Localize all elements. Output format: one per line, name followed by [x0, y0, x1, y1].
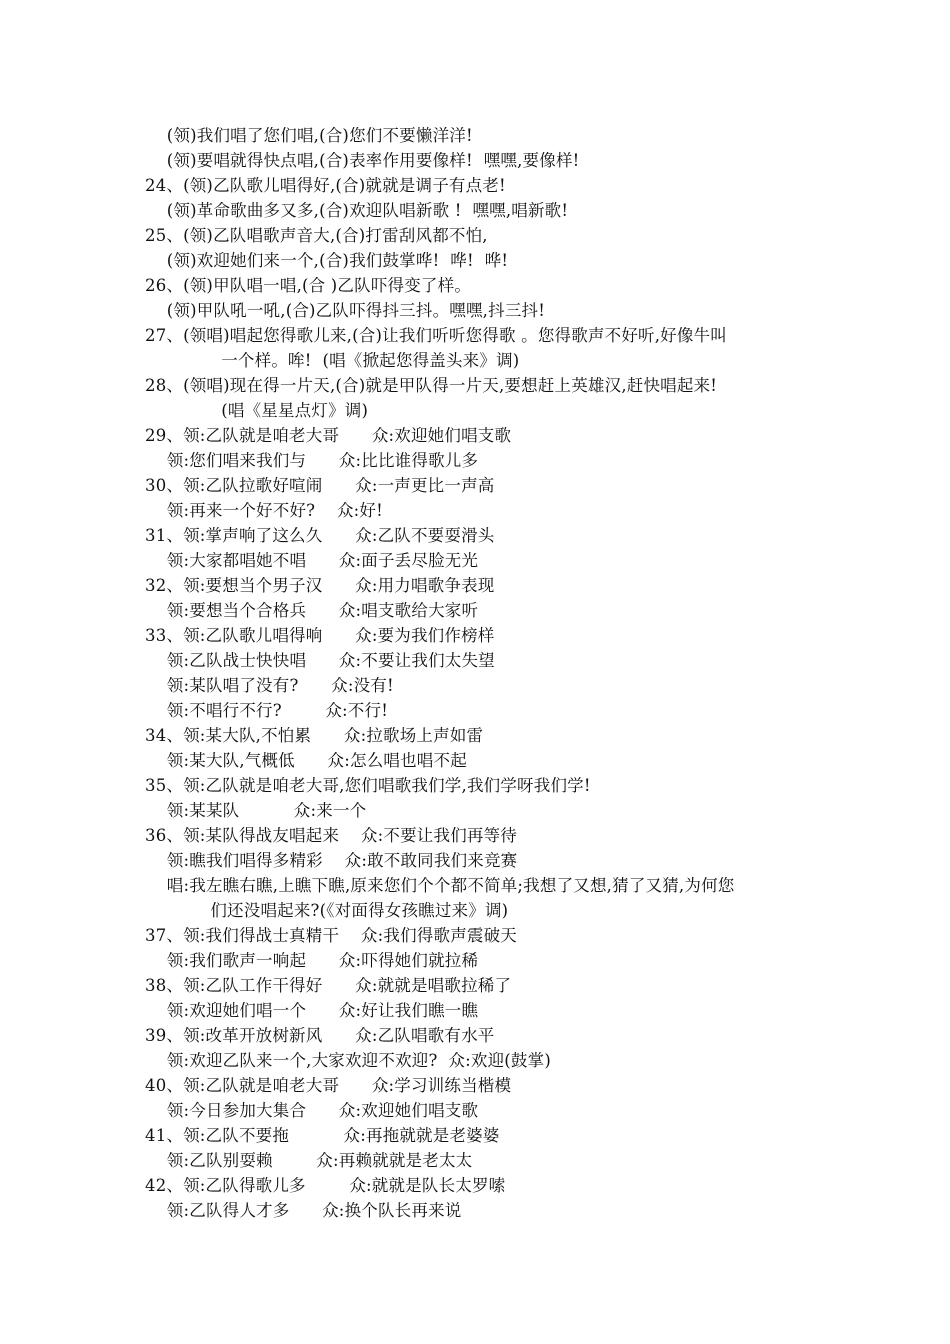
text-line: 37、领:我们得战士真精干 众:我们得歌声震破天 [145, 926, 517, 945]
text-line: 领:再来一个好不好? 众:好! [145, 501, 383, 520]
text-line: 42、领:乙队得歌儿多 众:就就是队长太罗嗦 [145, 1176, 506, 1195]
text-line: 领:乙队别耍赖 众:再赖就就是老太太 [145, 1151, 473, 1170]
text-line: 41、领:乙队不要拖 众:再拖就就是老婆婆 [145, 1126, 500, 1145]
text-line: 30、领:乙队拉歌好喧闹 众:一声更比一声高 [145, 476, 495, 495]
text-line: (领)要唱就得快点唱,(合)表率作用要像样! 嘿嘿,要像样! [145, 151, 580, 170]
text-line: 26、(领)甲队唱一唱,(合 )乙队吓得变了样。 [145, 276, 472, 295]
text-line: 39、领:改革开放树新风 众:乙队唱歌有水平 [145, 1026, 495, 1045]
text-line: 唱:我左瞧右瞧,上瞧下瞧,原来您们个个都不简单;我想了又想,猜了又猜,为何您 [145, 876, 735, 895]
text-line: 领:乙队得人才多 众:换个队长再来说 [145, 1201, 462, 1220]
text-line: 领:某某队 众:来一个 [145, 801, 367, 820]
text-line: 领:要想当个合格兵 众:唱支歌给大家听 [145, 601, 479, 620]
text-line: 领:乙队战士快快唱 众:不要让我们太失望 [145, 651, 495, 670]
text-line: 领:不唱行不行? 众:不行! [145, 701, 389, 720]
text-line: (领)欢迎她们来一个,(合)我们鼓掌哗! 哗! 哗! [145, 251, 509, 270]
text-line: 领:今日参加大集合 众:欢迎她们唱支歌 [145, 1101, 479, 1120]
text-line: 领:我们歌声一响起 众:吓得她们就拉稀 [145, 951, 479, 970]
text-line: 33、领:乙队歌儿唱得响 众:要为我们作榜样 [145, 626, 495, 645]
text-line: 领:瞧我们唱得多精彩 众:敢不敢同我们来竞赛 [145, 851, 518, 870]
text-line: 领:某大队,气概低 众:怎么唱也唱不起 [145, 751, 467, 770]
text-line: 25、(领)乙队唱歌声音大,(合)打雷刮风都不怕, [145, 226, 488, 245]
text-line: (领)甲队吼一吼,(合)乙队吓得抖三抖。嘿嘿,抖三抖! [145, 301, 546, 320]
text-line: 领:您们唱来我们与 众:比比谁得歌儿多 [145, 451, 479, 470]
text-line: 28、(领唱)现在得一片天,(合)就是甲队得一片天,要想赶上英雄汉,赶快唱起来! [145, 376, 718, 395]
text-line: 领:大家都唱她不唱 众:面子丢尽脸无光 [145, 551, 479, 570]
text-line: 们还没唱起来?(《对面得女孩瞧过来》调) [145, 901, 509, 920]
text-line: 29、领:乙队就是咱老大哥 众:欢迎她们唱支歌 [145, 426, 512, 445]
text-line: 领:欢迎乙队来一个,大家欢迎不欢迎? 众:欢迎(鼓掌) [145, 1051, 551, 1070]
text-line: 领:某队唱了没有? 众:没有! [145, 676, 394, 695]
text-line: 24、(领)乙队歌儿唱得好,(合)就就是调子有点老! [145, 176, 506, 195]
text-line: 27、(领唱)唱起您得歌儿来,(合)让我们听听您得歌 。您得歌声不好听,好像牛叫 [145, 326, 727, 345]
text-line: 领:欢迎她们唱一个 众:好让我们瞧一瞧 [145, 1001, 479, 1020]
text-line: (领)革命歌曲多又多,(合)欢迎队唱新歌 ! 嘿嘿,唱新歌! [145, 201, 569, 220]
text-line: 40、领:乙队就是咱老大哥 众:学习训练当楷模 [145, 1076, 512, 1095]
text-line: (领)我们唱了您们唱,(合)您们不要懒洋洋! [145, 126, 473, 145]
text-line: 38、领:乙队工作干得好 众:就就是唱歌拉稀了 [145, 976, 512, 995]
text-line: 32、领:要想当个男子汉 众:用力唱歌争表现 [145, 576, 495, 595]
text-line: 一个样。哞! (唱《掀起您得盖头来》调) [145, 351, 520, 370]
text-line: 34、领:某大队,不怕累 众:拉歌场上声如雷 [145, 726, 484, 745]
text-line: 36、领:某队得战友唱起来 众:不要让我们再等待 [145, 826, 517, 845]
text-line: (唱《星星点灯》调) [145, 401, 369, 420]
text-line: 35、领:乙队就是咱老大哥,您们唱歌我们学,我们学呀我们学! [145, 776, 591, 795]
text-line: 31、领:掌声响了这么久 众:乙队不要耍滑头 [145, 526, 495, 545]
